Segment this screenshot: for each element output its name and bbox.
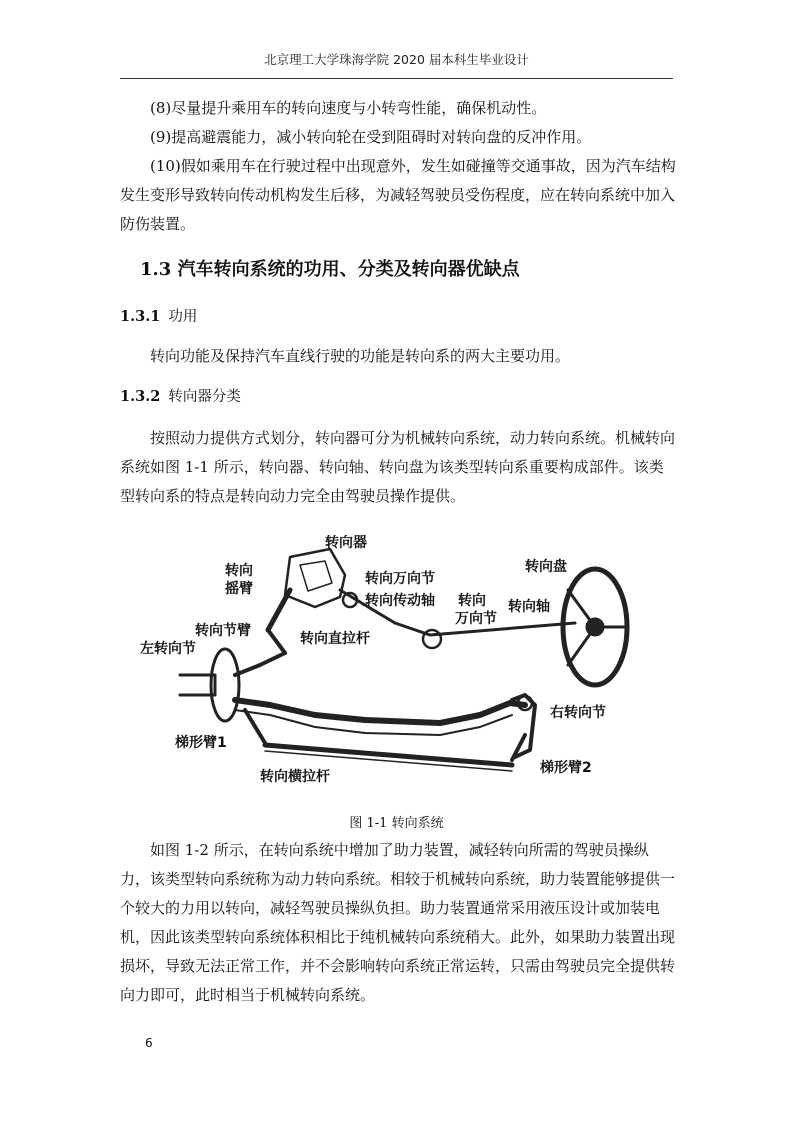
subsection-1-body: 转向功能及保持汽车直线行驶的功能是转向系的两大主要功用。 [150, 347, 571, 365]
list-item-8: (8)尽量提升乘用车的转向速度与小转弯性能，确保机动性。 [150, 99, 547, 117]
knuckle-arm [235, 653, 285, 675]
label-pitman-arm-line2: 摇臂 [225, 581, 253, 597]
subsection-title: 转向器分类 [168, 389, 241, 405]
steering-gear-housing [300, 561, 332, 591]
subsection-heading-1 [120, 305, 197, 326]
front-axle-beam [235, 700, 525, 723]
subsection-title: 功用 [168, 309, 198, 325]
label-knuckle-arm: 转向节臂 [195, 623, 251, 639]
label-tie-rod: 转向横拉杆 [260, 769, 330, 785]
running-header: 北京理工大学珠海学院 2020 届本科生毕业设计 [264, 52, 529, 67]
page-number: 6 [145, 1036, 153, 1050]
steering-wheel-hub [587, 619, 603, 635]
list-item-9: (9)提高避震能力，减小转向轮在受到阻碍时对转向盘的反冲作用。 [150, 128, 592, 146]
label-right-knuckle: 右转向节 [550, 705, 606, 721]
universal-joint-2 [423, 630, 441, 648]
label-drive-shaft: 转向传动轴 [365, 593, 435, 609]
label-steering-wheel: 转向盘 [525, 559, 567, 575]
label-trapezoid-arm-2: 梯形臂2 [540, 760, 592, 776]
figure-caption: 图 1-1 转向系统 [349, 816, 444, 831]
steering-gear-body [285, 549, 345, 607]
label-pitman-arm-line1: 转向 [225, 563, 253, 579]
label-left-knuckle: 左转向节 [140, 641, 196, 657]
label-drag-link: 转向直拉杆 [300, 631, 370, 647]
pitman-arm [268, 590, 290, 630]
label-trapezoid-arm-1: 梯形臂1 [175, 735, 227, 751]
label-steering-column: 转向轴 [508, 599, 550, 615]
section-heading [140, 255, 520, 281]
tie-rod [265, 745, 512, 765]
label-universal-joint-2-line2: 万向节 [455, 611, 497, 627]
trapezoid-arm-1 [245, 710, 265, 743]
header-divider [120, 78, 673, 79]
list-item-10: (10)假如乘用车在行驶过程中出现意外，发生如碰撞等交通事故，因为汽车结构发生变形导致转向传动机构发生后移，为减轻驾驶员受伤程度，应在转向系统中加入防伤装置。 [120, 157, 676, 233]
label-universal-joint-2-line1: 转向 [458, 593, 486, 609]
label-universal-joint: 转向万向节 [365, 571, 435, 587]
subsection-number: 1.3.1 [120, 308, 161, 325]
section-title: 汽车转向系统的功用、分类及转向器优缺点 [177, 259, 520, 280]
label-steering-gear: 转向器 [325, 535, 367, 551]
section-number: 1.3 [140, 259, 172, 280]
subsection-2-body: 按照动力提供方式划分，转向器可分为机械转向系统，动力转向系统。机械转向系统如图 1-1 所示，转向器、转向轴、转向盘为该类型转向系重要构成部件。该类型转向系的特点是转向动力完全由驾驶员操作提供。 [120, 429, 676, 505]
subsection-number: 1.3.2 [120, 388, 161, 405]
subsection-heading-2 [120, 385, 241, 406]
steering-system-figure [140, 535, 650, 805]
drag-link-rod [268, 630, 285, 653]
closing-paragraph: 如图 1-2 所示，在转向系统中增加了助力装置，减轻转向所需的驾驶员操纵力，该类型转向系统称为动力转向系统。相较于机械转向系统，助力装置能够提供一个较大的力用以转向，减轻驾驶员操纵负担。助力装置通常采用液压设计或加装电机，因此该类型转向系统体积相比于纯机械转向系统稍大。此外，如果助力装置出现损坏，导致无法正常工作，并不会影响转向系统正常运转，只需由驾驶员完全提供转向力即可，此时相当于机械转向系统。 [120, 841, 676, 1004]
